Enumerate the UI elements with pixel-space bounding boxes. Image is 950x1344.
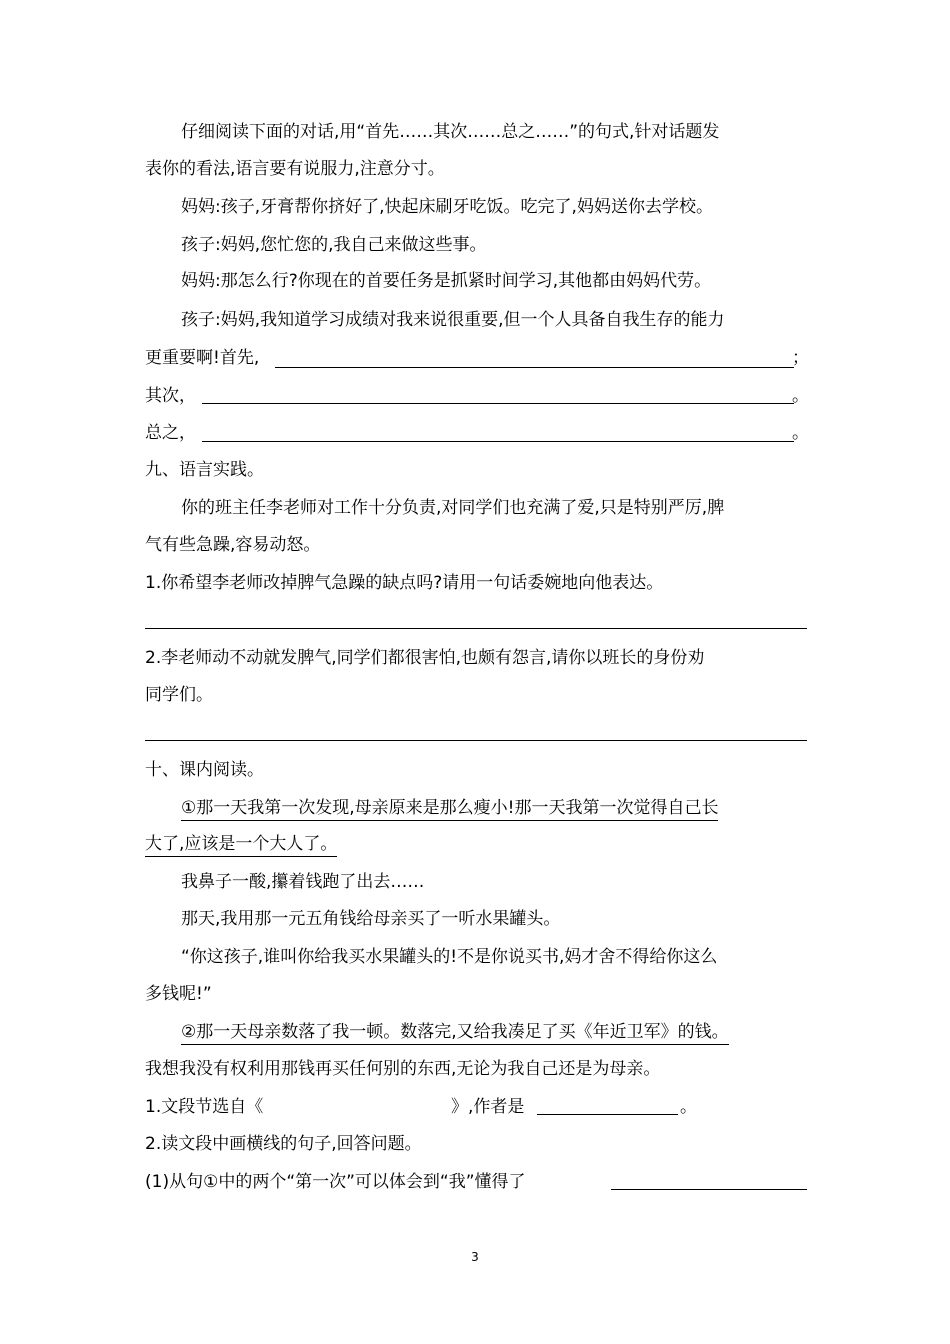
- question-1-middle: 》,作者是: [451, 1097, 525, 1117]
- underline-2: ②那一天母亲数落了我一顿。数落完,又给我凑足了买《年近卫军》的钱。: [181, 1022, 729, 1045]
- passage-para-3: 那天,我用那一元五角钱给母亲买了一听水果罐头。: [181, 909, 561, 929]
- passage-para-4b: 多钱呢!”: [145, 984, 212, 1004]
- passage-para-2: 我鼻子一酸,攥着钱跑了出去……: [181, 872, 425, 892]
- answer-blank-second[interactable]: [202, 403, 794, 404]
- section9-q2-line-2: 同学们。: [145, 685, 213, 705]
- answer-line-q2[interactable]: [145, 740, 807, 741]
- passage-para-4a: “你这孩子,谁叫你给我买水果罐头的!不是你说买书,妈才舍不得给你这么: [181, 947, 718, 967]
- underlined-sentence-1a: [181, 796, 718, 820]
- underlined-sentence-1b: [145, 832, 337, 856]
- period-second: 。: [792, 386, 809, 406]
- semicolon: ；: [792, 348, 809, 368]
- dialogue-mom-2: 妈妈:那怎么行?你现在的首要任务是抓紧时间学习,其他都由妈妈代劳。: [181, 271, 712, 291]
- question-1-end: 。: [680, 1097, 697, 1117]
- answer-blank-q2-1[interactable]: [611, 1189, 807, 1190]
- intro-line-2: 表你的看法,语言要有说服力,注意分寸。: [145, 159, 445, 179]
- section10-heading: 十、课内阅读。: [145, 760, 264, 780]
- dialogue-mom-1: 妈妈:孩子,牙膏帮你挤好了,快起床刷牙吃饭。吃完了,妈妈送你去学校。: [181, 197, 713, 217]
- answer-blank-first[interactable]: [275, 367, 794, 368]
- page-number: 3: [471, 1250, 479, 1264]
- underlined-sentence-2: [181, 1020, 729, 1044]
- dialogue-child-2a: 孩子:妈妈,我知道学习成绩对我来说很重要,但一个人具备自我生存的能力: [181, 310, 725, 330]
- answer-blank-author[interactable]: [537, 1114, 678, 1115]
- section9-heading: 九、语言实践。: [145, 460, 264, 480]
- dialogue-child-1: 孩子:妈妈,您忙您的,我自己来做这些事。: [181, 235, 487, 255]
- answer-line-q1[interactable]: [145, 628, 807, 629]
- question-1-prefix: 1.文段节选自《: [145, 1097, 264, 1117]
- question-2-sub-1: (1)从句①中的两个“第一次”可以体会到“我”懂得了: [145, 1172, 526, 1192]
- underline-1a: ①那一天我第一次发现,母亲原来是那么瘦小!那一天我第一次觉得自己长: [181, 798, 718, 821]
- underline-1b: 大了,应该是一个大人了。: [145, 834, 337, 857]
- answer-blank-finally[interactable]: [202, 441, 794, 442]
- section9-q1: 1.你希望李老师改掉脾气急躁的缺点吗?请用一句话委婉地向他表达。: [145, 573, 664, 593]
- section9-q2-line-1: 2.李老师动不动就发脾气,同学们都很害怕,也颇有怨言,请你以班长的身份劝: [145, 648, 705, 668]
- passage-para-5: 我想我没有权利用那钱再买任何别的东西,无论为我自己还是为母亲。: [145, 1059, 661, 1079]
- label-second: 其次，: [145, 386, 196, 406]
- question-2: 2.读文段中画横线的句子,回答问题。: [145, 1134, 422, 1154]
- section9-para-1: 你的班主任李老师对工作十分负责,对同学们也充满了爱,只是特别严厉,脾: [181, 498, 725, 518]
- intro-line-1: 仔细阅读下面的对话,用“首先……其次……总之……”的句式,针对话题发: [181, 122, 720, 142]
- period-finally: 。: [792, 423, 809, 443]
- dialogue-child-2b: 更重要啊!首先,: [145, 348, 260, 368]
- label-finally: 总之，: [145, 423, 196, 443]
- section9-para-2: 气有些急躁,容易动怒。: [145, 535, 321, 555]
